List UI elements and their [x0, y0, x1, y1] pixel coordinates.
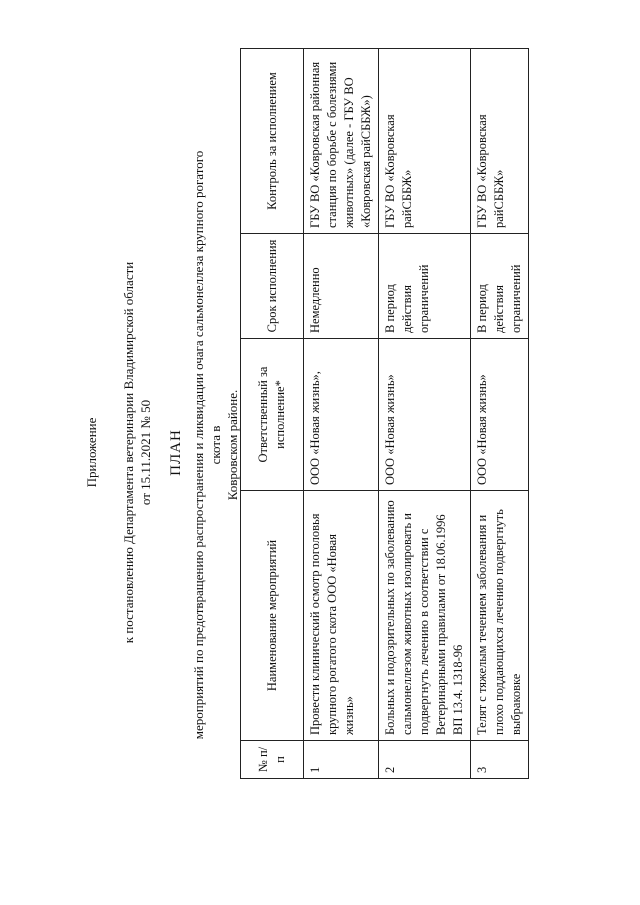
row-number: 1 — [304, 741, 379, 779]
row-number: 2 — [379, 741, 471, 779]
table-row — [379, 49, 471, 779]
subtitle-line-2: Ковровском районе. — [225, 389, 240, 501]
header-measure: Наименование мероприятий — [241, 491, 304, 741]
header-control: Контроль за исполнением — [241, 49, 304, 234]
row-deadline: В период действия ограничений — [471, 234, 529, 339]
appendix-label: Приложение — [84, 417, 99, 488]
row-control: ГБУ ВО «Ковровская райСББЖ» — [471, 49, 529, 234]
table-row — [471, 49, 529, 779]
row-responsible: ООО «Новая жизнь», — [304, 339, 379, 491]
measures-table — [240, 48, 529, 779]
row-responsible: ООО «Новая жизнь» — [471, 339, 529, 491]
row-control: ГБУ ВО «Ковровская районная станция по борьбе с болезнями животных» (далее - ГБУ ВО «Ковровская райСББЖ») — [304, 49, 379, 234]
decree-reference — [120, 0, 154, 905]
decree-line-2: от 15.11.2021 № 50 — [138, 399, 153, 506]
table-row — [304, 49, 379, 779]
row-number: 3 — [471, 741, 529, 779]
row-measure: Телят с тяжелым течением заболевания и плохо поддающихся лечению подвергнуть выбраковке — [471, 491, 529, 741]
header-number: № п/п — [241, 741, 304, 779]
plan-subtitle — [190, 135, 241, 755]
row-control: ГБУ ВО «Ковровская райСББЖ» — [379, 49, 471, 234]
header-deadline: Срок исполнения — [241, 234, 304, 339]
decree-line-1: к постановлению Департамента ветеринарии Владимирской области — [121, 261, 136, 644]
table-header-row — [241, 49, 304, 779]
row-deadline: В период действия ограничений — [379, 234, 471, 339]
row-deadline: Немедленно — [304, 234, 379, 339]
subtitle-line-1: мероприятий по предотвращению распространения и ликвидации очага сальмонеллеза крупного рогатого скота в — [191, 150, 223, 740]
header-responsible: Ответственный за исполнение* — [241, 339, 304, 491]
row-responsible: ООО «Новая жизнь» — [379, 339, 471, 491]
plan-title: ПЛАН — [168, 429, 184, 476]
row-measure: Провести клинический осмотр поголовья крупного рогатого скота ООО «Новая жизнь» — [304, 491, 379, 741]
row-measure: Больных и подозрительных по заболеванию сальмонеллезом животных изолировать и подвергнуть лечению в соответствии с Ветеринарными правилами от 18.06.1996 ВП 13.4. 1318-96 — [379, 491, 471, 741]
